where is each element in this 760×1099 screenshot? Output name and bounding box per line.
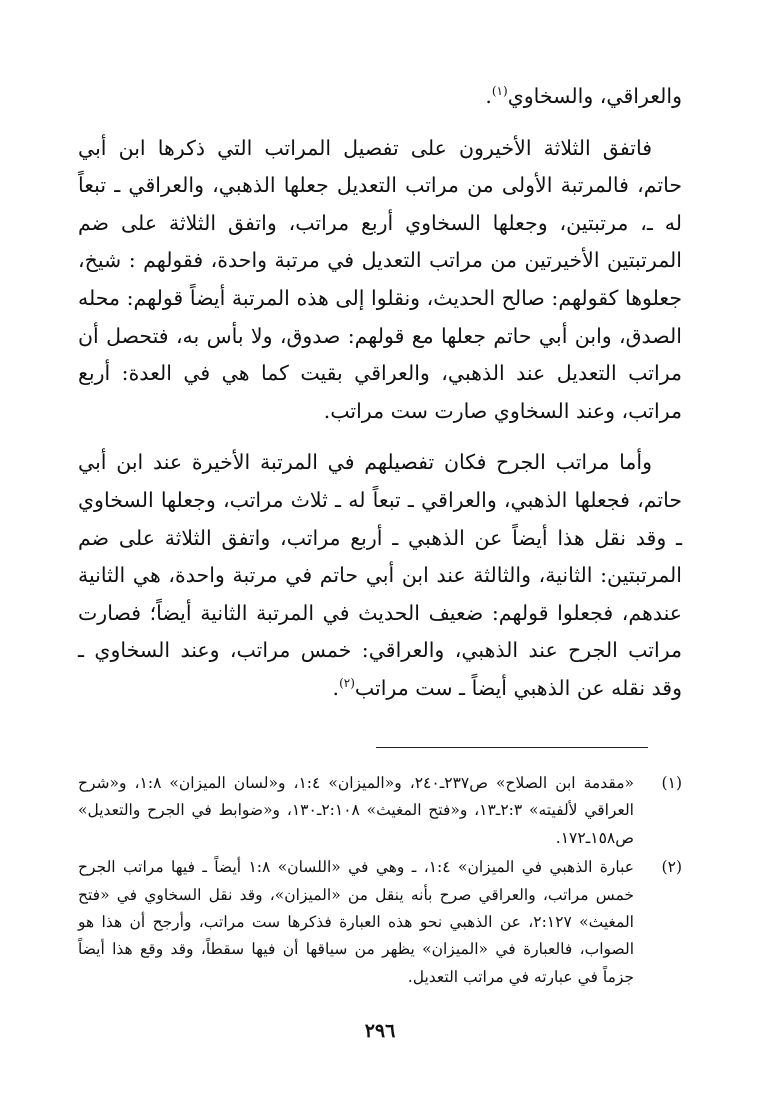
footnote-1 <box>78 770 682 852</box>
footnotes <box>78 770 682 993</box>
footnote-ref-1[interactable]: (١) <box>491 84 508 99</box>
page-number: ٢٩٦ <box>364 1020 396 1042</box>
main-text <box>78 78 682 708</box>
footnote-separator <box>376 747 648 748</box>
footnote-number: (٢) <box>661 858 682 877</box>
paragraph-2: فاتفق الثلاثة الأخيرون على تفصيل المراتب التي ذكرها ابن أبي حاتم، فالمرتبة الأولى من مراتب التعديل جعلها الذهبي، والعراقي ـ تبعاً له ـ، مرتبتين، وجعلها السخاوي أربع مراتب، واتفق الثلاثة على ضم المرتبتين الأخيرتين من مراتب التعديل في مرتبة واحدة، فقولهم : شيخ، جعلوها كقولهم: صالح الحديث، ونقلوا إلى هذه المرتبة أيضاً قولهم: محله الصدق، وابن أبي حاتم جعلها مع قولهم: صدوق، ولا بأس به، فتحصل أن مراتب التعديل عند الذهبي، والعراقي بقيت كما هي في العدة: أربع مراتب، وعند السخاوي صارت ست مراتب. <box>78 135 682 423</box>
paragraph-1: والعراقي، والسخاوي$^{(١)}$. <box>485 84 682 108</box>
footnote-2 <box>78 854 682 991</box>
footnote-text: «مقدمة ابن الصلاح» ص٢٣٧ـ٢٤٠، و«الميزان» ١:٤، و«لسان الميزان» ١:٨، و«شرح العراقي لألفيته» ٢:٣ـ١٣، و«فتح المغيث» ٢:١٠٨ـ١٣٠، و«ضوابط في الجرح والتعديل» ص١٥٨ـ١٧٢. <box>78 774 634 847</box>
footnote-ref-2[interactable]: (٢) <box>339 676 355 691</box>
paragraph-3: وأما مراتب الجرح فكان تفصيلهم في المرتبة الأخيرة عند ابن أبي حاتم، فجعلها الذهبي، والعراقي ـ تبعاً له ـ ثلاث مراتب، وجعلها السخاوي ـ وقد نقل هذا أيضاً عن الذهبي ـ أربع مراتب، واتفق الثلاثة على ضم المرتبتين: الثانية، والثالثة عند ابن أبي حاتم في مرتبة واحدة، هي الثانية عندهم، فجعلوا قولهم: ضعيف الحديث في المرتبة الثانية أيضاً؛ فصارت مراتب الجرح عند الذهبي، والعراقي: خمس مراتب، وعند السخاوي ـ وقد نقله عن الذهبي أيضاً ـ ست مراتب$^{(٢)}$. <box>78 450 682 700</box>
footnote-number: (١) <box>661 774 682 792</box>
footnote-text: عبارة الذهبي في الميزان» ١:٤، ـ وهي في «اللسان» ١:٨ أيضاً ـ فيها مراتب الجرح خمس مراتب، والعراقي صرح بأنه ينقل من «الميزان»، وقد نقل السخاوي في «فتح المغيث» ٢:١٢٧، عن الذهبي نحو هذه العبارة فذكرها ست مراتب، وأرجح أن هذا هو الصواب، فالعبارة في «الميزان» يظهر من سياقها أن فيها سقطاً، وقد وقع هذا أيضاً جزماً في عبارته في مراتب التعديل. <box>78 858 635 986</box>
